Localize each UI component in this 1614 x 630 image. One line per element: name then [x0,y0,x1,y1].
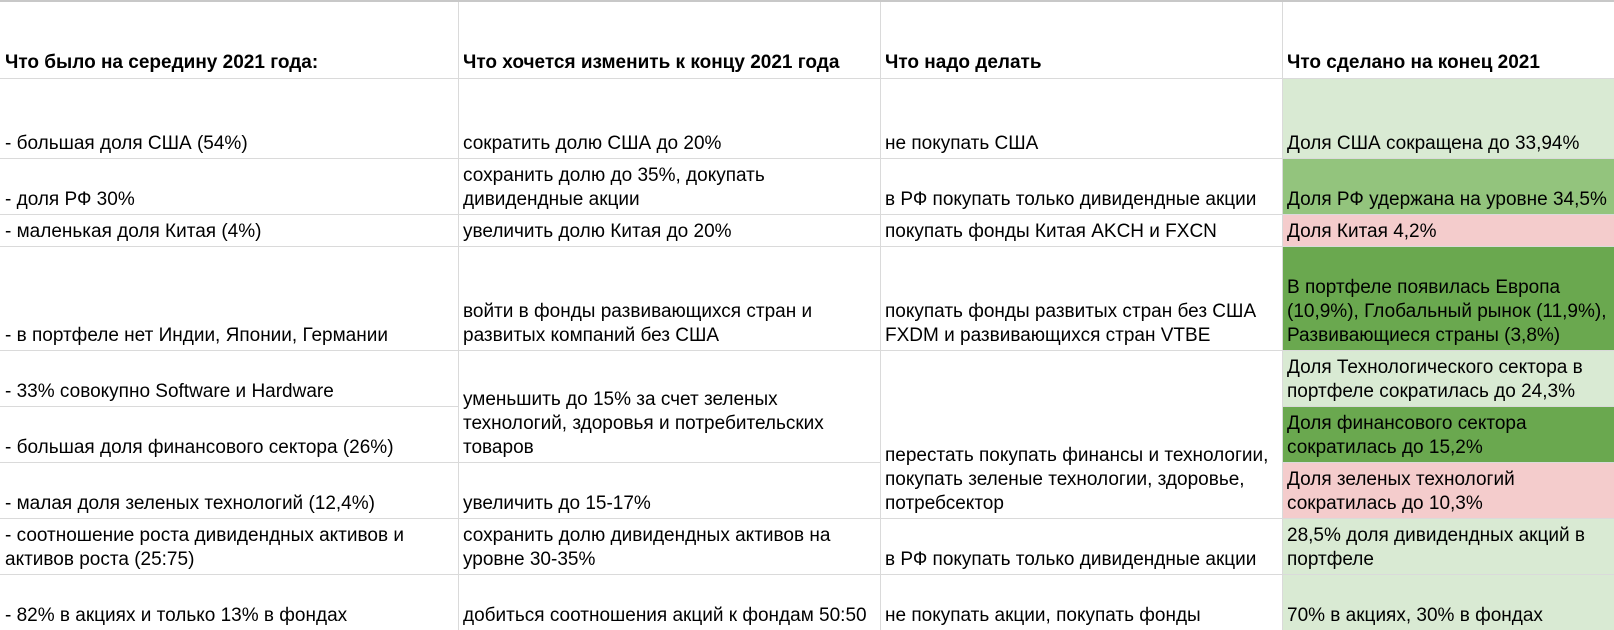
col-b-item-2-text: сохранить долю до 35%, докупать дивидендные акции [463,165,765,210]
header-cell-1-text: Что было на середину 2021 года: [5,52,319,73]
col-c-item-7-text: не покупать акции, покупать фонды [885,605,1201,626]
col-d-row-9-text: 70% в акциях, 30% в фондах [1287,605,1543,626]
col-a-row-9[interactable] [0,574,458,630]
col-d-row-7-text: Доля зеленых технологий сократилась до 10,3% [1287,469,1515,514]
col-d-row-2-text: Доля РФ удержана на уровне 34,5% [1287,189,1607,210]
col-b-item-8[interactable] [458,574,880,630]
col-a-row-3-text: - маленькая доля Китая (4%) [5,221,262,242]
header-cell-3[interactable] [880,0,1282,78]
col-a-row-4[interactable] [0,246,458,350]
header-cell-4[interactable] [1282,0,1614,78]
row-divider-c-1 [880,78,1282,79]
col-b-item-8-text: добиться соотношения акций к фондам 50:50 [463,605,867,626]
col-b-item-6[interactable] [458,462,880,518]
header-cell-4-text: Что сделано на конец 2021 [1287,52,1540,73]
col-c-item-2-text: в РФ покупать только дивидендные акции [885,189,1257,210]
col-b-item-2[interactable] [458,158,880,214]
col-a-row-6-text: - большая доля финансового сектора (26%) [5,437,394,458]
row-divider-d-4 [1282,246,1614,247]
col-a-row-8-text: - соотношение роста дивидендных активов и активов роста (25:75) [5,525,404,570]
col-a-row-6[interactable] [0,406,458,462]
col-c-item-1[interactable] [880,78,1282,158]
col-c-item-6-text: в РФ покупать только дивидендные акции [885,549,1257,570]
col-b-item-4[interactable] [458,246,880,350]
col-d-row-8[interactable] [1282,518,1614,574]
col-d-row-8-text: 28,5% доля дивидендных акций в портфеле [1287,525,1585,570]
row-divider-b-4 [458,246,880,247]
col-a-row-7[interactable] [0,462,458,518]
row-divider-d-5 [1282,350,1614,351]
col-d-row-6-text: Доля финансового сектора сократилась до 15,2% [1287,413,1527,458]
column-divider-1 [458,0,459,630]
row-divider-b-1 [458,78,880,79]
col-d-row-3[interactable] [1282,214,1614,246]
row-divider-d-7 [1282,462,1614,463]
col-d-row-7[interactable] [1282,462,1614,518]
col-b-item-4-text: войти в фонды развивающихся стран и развитых компаний без США [463,301,813,346]
col-d-row-5-text: Доля Технологического сектора в портфеле сократилась до 24,3% [1287,357,1583,402]
column-divider-3 [1282,0,1283,630]
col-b-item-7[interactable] [458,518,880,574]
col-a-row-2[interactable] [0,158,458,214]
col-c-item-1-text: не покупать США [885,133,1039,154]
col-c-item-3[interactable] [880,214,1282,246]
row-divider-a-7 [0,462,458,463]
col-c-item-6[interactable] [880,518,1282,574]
row-divider-d-9 [1282,574,1614,575]
col-c-item-5[interactable] [880,350,1282,518]
col-a-row-9-text: - 82% в акциях и только 13% в фондах [5,605,348,626]
col-b-item-3-text: увеличить долю Китая до 20% [463,221,732,242]
header-cell-2-text: Что хочется изменить к концу 2021 года [463,52,840,73]
sheet-top-border [0,0,1614,2]
col-d-row-1[interactable] [1282,78,1614,158]
row-divider-b-5 [458,350,880,351]
row-divider-a-3 [0,214,458,215]
col-c-item-3-text: покупать фонды Китая AKCH и FXCN [885,221,1217,242]
col-a-row-1[interactable] [0,78,458,158]
row-divider-d-1 [1282,78,1614,79]
row-divider-b-3 [458,214,880,215]
col-c-item-4-text: покупать фонды развитых стран без США FXDM и развивающихся стран VTBE [885,301,1257,346]
row-divider-a-4 [0,246,458,247]
col-b-item-5[interactable] [458,350,880,462]
col-c-item-7[interactable] [880,574,1282,630]
col-a-row-5[interactable] [0,350,458,406]
col-a-row-5-text: - 33% совокупно Software и Hardware [5,381,334,402]
row-divider-c-8 [880,518,1282,519]
col-c-item-5-text: перестать покупать финансы и технологии, покупать зеленые технологии, здоровье, потребсектор [885,445,1269,514]
row-divider-c-2 [880,158,1282,159]
row-divider-c-5 [880,350,1282,351]
col-d-row-5[interactable] [1282,350,1614,406]
row-divider-a-6 [0,406,458,407]
col-a-row-4-text: - в портфеле нет Индии, Японии, Германии [5,325,388,346]
col-a-row-2-text: - доля РФ 30% [5,189,135,210]
col-c-item-4[interactable] [880,246,1282,350]
row-divider-d-2 [1282,158,1614,159]
row-divider-a-8 [0,518,458,519]
col-d-row-9[interactable] [1282,574,1614,630]
col-b-item-6-text: увеличить до 15-17% [463,493,651,514]
col-d-row-4[interactable] [1282,246,1614,350]
col-b-item-5-text: уменьшить до 15% за счет зеленых технологий, здоровья и потребительских товаров [463,389,824,458]
header-cell-1[interactable] [0,0,458,78]
header-cell-3-text: Что надо делать [885,52,1042,73]
row-divider-c-9 [880,574,1282,575]
row-divider-b-7 [458,462,880,463]
row-divider-d-6 [1282,406,1614,407]
col-d-row-4-text: В портфеле появилась Европа (10,9%), Глобальный рынок (11,9%), Развивающиеся страны (3,8%) [1287,277,1607,346]
row-divider-a-9 [0,574,458,575]
col-b-item-1-text: сократить долю США до 20% [463,133,722,154]
row-divider-d-3 [1282,214,1614,215]
col-d-row-6[interactable] [1282,406,1614,462]
row-divider-b-2 [458,158,880,159]
row-divider-b-8 [458,518,880,519]
row-divider-b-9 [458,574,880,575]
row-divider-c-4 [880,246,1282,247]
row-divider-a-1 [0,78,458,79]
header-cell-2[interactable] [458,0,880,78]
column-divider-2 [880,0,881,630]
col-d-row-3-text: Доля Китая 4,2% [1287,221,1437,242]
col-b-item-1[interactable] [458,78,880,158]
col-c-item-2[interactable] [880,158,1282,214]
col-a-row-1-text: - большая доля США (54%) [5,133,248,154]
col-b-item-7-text: сохранить долю дивидендных активов на уровне 30-35% [463,525,831,570]
row-divider-c-3 [880,214,1282,215]
row-divider-a-2 [0,158,458,159]
col-a-row-3[interactable] [0,214,458,246]
col-a-row-8[interactable] [0,518,458,574]
row-divider-d-8 [1282,518,1614,519]
col-d-row-1-text: Доля США сокращена до 33,94% [1287,133,1580,154]
col-b-item-3[interactable] [458,214,880,246]
col-a-row-7-text: - малая доля зеленых технологий (12,4%) [5,493,375,514]
row-divider-a-5 [0,350,458,351]
col-d-row-2[interactable] [1282,158,1614,214]
